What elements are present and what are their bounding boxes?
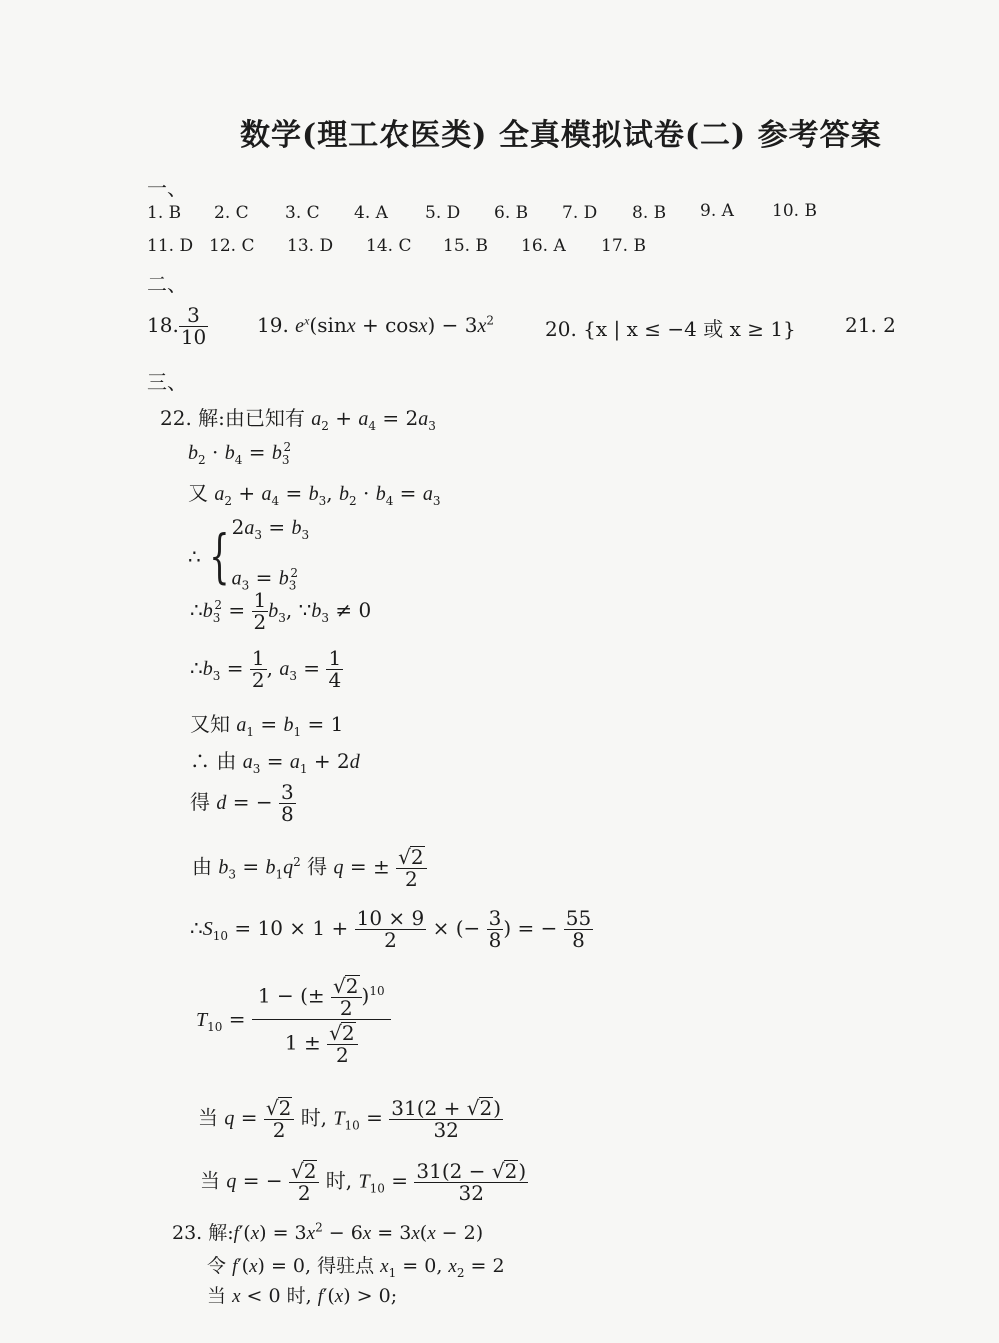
q22-line-13: 当 q = $\frac{√2}{2}$ 时, $T_{10}$ = $\frac{31(2 + √2)}{32}$ <box>198 1096 502 1142</box>
mc-answer: 3. C <box>285 203 320 223</box>
fill-answer-21: 21. 2 <box>845 313 896 337</box>
mc-answer: 12. C <box>209 236 255 256</box>
q22-line-9: 得 d = − $\frac{3}{8}$ <box>190 780 294 826</box>
q22-line-1: 22. 解:由已知有 $a_2 + a_4 = 2a_3$ <box>160 406 436 433</box>
mc-answer: 11. D <box>147 236 194 256</box>
q22-line-12: $T_{10}$ = 1 − (± $\frac{√2}{2}$ )$^{10}$ 1 ± $\frac{√2}{2}$ <box>196 975 391 1066</box>
q22-line-3: 又 $a_2 + a_4 = b_3$, $b_2 \cdot b_4 = a_3$ <box>188 481 441 508</box>
section-heading-3: 三、 <box>147 370 187 394</box>
mc-answer: 14. C <box>366 236 412 256</box>
mc-answer: 8. B <box>632 203 667 223</box>
q22-line-11: $\therefore S_{10} = 10 \times 1$ + $\frac{10 \times 9}{2}$ × (− $\frac{3}{8}$ ) = − $\frac{55}{8}$ <box>190 906 592 952</box>
fill-answer-20: 20. {x | x ≤ −4 或 x ≥ 1} <box>545 317 796 341</box>
mc-answer: 17. B <box>601 236 646 256</box>
q22-line-14: 当 q = − $\frac{√2}{2}$ 时, $T_{10}$ = $\frac{31(2 - √2)}{32}$ <box>200 1159 527 1205</box>
mc-answer: 16. A <box>521 236 566 256</box>
mc-answer: 5. D <box>425 203 461 223</box>
mc-answer: 13. D <box>287 236 334 256</box>
mc-answer: 6. B <box>494 203 529 223</box>
section-heading-1: 一、 <box>147 176 187 200</box>
fill-answer-19: 19. $e^x(\sin x + \cos x) - 3x^2$ <box>257 313 495 337</box>
q22-line-10: 由 $b_3 = b_1q^2$ 得 q = ± $\frac{√2}{2}$ <box>192 846 427 890</box>
q23-line-3: 当 x < 0 时, f′(x) > 0; <box>207 1285 398 1307</box>
q22-line-2: $b_2 \cdot b_4 = b_3^2$ <box>188 440 292 467</box>
q22-line-8: ∴ 由 $a_3 = a_1 + 2d$ <box>190 749 360 776</box>
q23-line-2: 令 f′(x) = 0, 得驻点 $x_1 = 0$, $x_2 = 2$ <box>207 1255 505 1280</box>
fill-answer-18: 18. $\frac{3}{10}$ <box>147 303 207 349</box>
section-heading-2: 二、 <box>147 272 187 296</box>
q23-line-1: 23. 解:f′(x) = $3x^2 - 6x = 3x(x - 2)$ <box>172 1220 484 1244</box>
q22-line-5: $\therefore b_3^2$ = $\frac{1}{2}$ $b_3$, $\because b_3 \ne 0$ <box>190 588 372 634</box>
mc-answer: 10. B <box>772 201 817 221</box>
mc-answer: 15. B <box>443 236 488 256</box>
mc-answer: 7. D <box>562 203 598 223</box>
mc-answer: 9. A <box>700 201 734 221</box>
mc-answer: 4. A <box>354 203 388 223</box>
q22-system: ∴ { $2a_3 = b_3$ $a_3 = b_3^2$ <box>188 515 310 593</box>
mc-answer: 1. B <box>147 203 182 223</box>
q22-line-7: 又知 $a_1 = b_1 = 1$ <box>190 712 344 739</box>
q22-line-6: $\therefore b_3$ = $\frac{1}{2}$ , $a_3$ = $\frac{1}{4}$ <box>190 646 342 692</box>
page-title: 数学(理工农医类) 全真模拟试卷(二) 参考答案 <box>240 118 882 153</box>
mc-answer: 2. C <box>214 203 249 223</box>
